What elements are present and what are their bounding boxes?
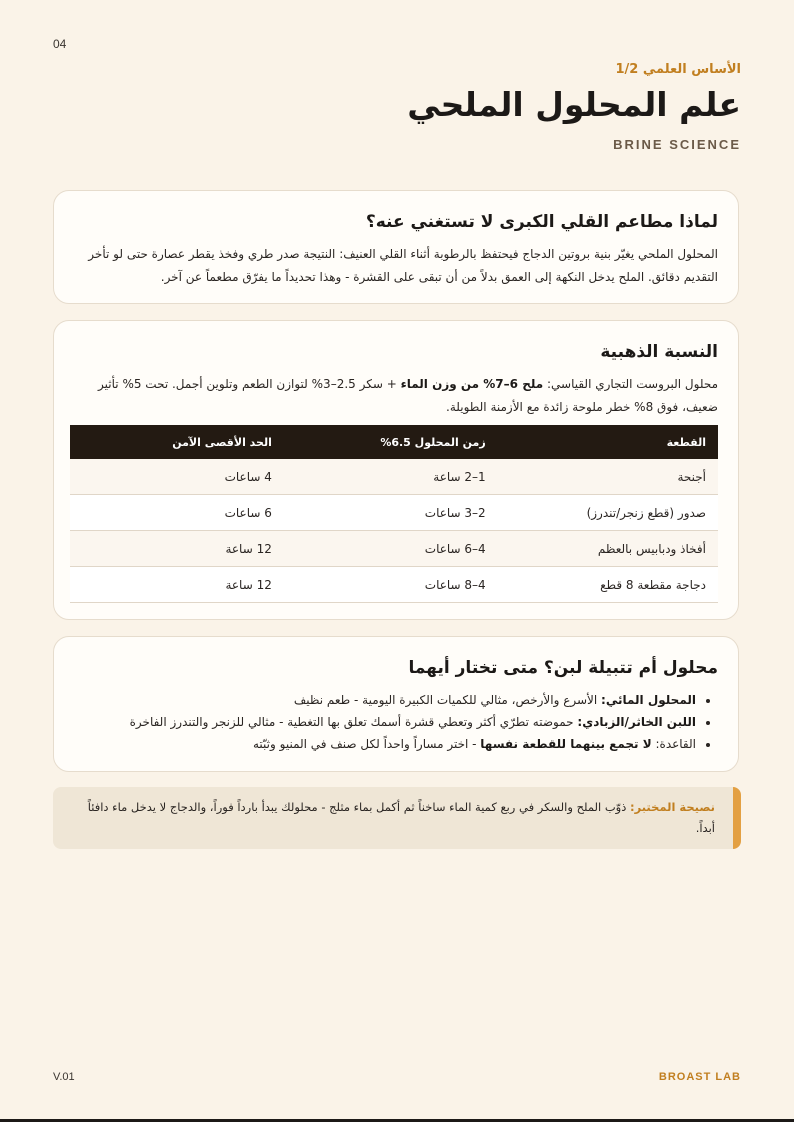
- brine-time-table: [70, 425, 718, 603]
- cell-time: 1–2 ساعة: [284, 459, 498, 495]
- why-card: [53, 190, 739, 304]
- table-row: [70, 567, 718, 603]
- cell-time: 2–3 ساعات: [284, 495, 498, 531]
- cell-time: 4–8 ساعات: [284, 567, 498, 603]
- item-prefix: القاعدة:: [651, 737, 696, 751]
- cell-max: 6 ساعات: [70, 495, 284, 531]
- cell-max: 12 ساعة: [70, 531, 284, 567]
- lab-tip-callout: [53, 787, 741, 849]
- cell-time: 4–6 ساعات: [284, 531, 498, 567]
- cell-cut: أفخاذ ودبابيس بالعظم: [498, 531, 718, 567]
- cell-cut: صدور (قطع زنجر/تندرز): [498, 495, 718, 531]
- why-body: المحلول الملحي يغيّر بنية بروتين الدجاج فيحتفظ بالرطوبة أثناء القلي العنيف: النتيجة صدر طري وفخذ يقطر عصارة حتى لو تأخر التقديم دقائق. الملح يدخل النكهة إلى العمق بدلاً من أن تبقى على القشرة - وهذا تحديداً ما يفرّق مطعماً عن آخر.: [88, 247, 718, 284]
- ratio-intro-start: محلول البروست التجاري القياسي:: [543, 377, 718, 391]
- cell-max: 12 ساعة: [70, 567, 284, 603]
- section-kicker: الأساس العلمي 1/2: [615, 62, 741, 77]
- ratio-card: [53, 320, 739, 620]
- page-header: [407, 62, 741, 152]
- page-subtitle: BRINE SCIENCE: [613, 137, 741, 152]
- column-header-max: الحد الأقصى الآمن: [70, 425, 284, 459]
- footer-brand: BROAST LAB: [658, 1071, 741, 1083]
- why-title: لماذا مطاعم القلي الكبرى لا تستغني عنه؟: [365, 212, 718, 232]
- cell-cut: دجاجة مقطعة 8 قطع: [498, 567, 718, 603]
- cell-cut: أجنحة: [498, 459, 718, 495]
- tip-text: ذوّب الملح والسكر في ربع كمية الماء ساخناً ثم أكمل بماء مثلج - محلولك يبدأ بارداً فوراً، والدجاج لا يدخل ماء دافئاً أبداً.: [87, 800, 715, 835]
- list-item: [74, 711, 696, 733]
- page-title: علم المحلول الملحي: [407, 85, 741, 124]
- list-item: [74, 733, 696, 755]
- choice-title: محلول أم تتبيلة لبن؟ متى تختار أيهما: [408, 658, 718, 678]
- table-header-row: [70, 425, 718, 459]
- ratio-title: النسبة الذهبية: [600, 342, 718, 362]
- column-header-time: زمن المحلول 6.5%: [284, 425, 498, 459]
- page-number: 04: [53, 37, 67, 51]
- item-text: - اختر مساراً واحداً لكل صنف في المنيو وثبّته: [253, 737, 481, 751]
- cell-max: 4 ساعات: [70, 459, 284, 495]
- column-header-cut: القطعة: [498, 425, 718, 459]
- choice-card: [53, 636, 739, 772]
- ratio-intro-bold: ملح 6–7% من وزن الماء: [400, 377, 544, 391]
- item-text: الأسرع والأرخص، مثالي للكميات الكبيرة اليومية - طعم نظيف: [293, 693, 602, 707]
- table-row: [70, 495, 718, 531]
- table-row: [70, 531, 718, 567]
- ratio-intro: [74, 373, 718, 419]
- ratio-intro-end: + سكر 2.5–3% لتوازن الطعم وتلوين أجمل. تحت 5% تأثير ضعيف، فوق 8% خطر ملوحة زائدة مع الأزمنة الطويلة.: [98, 377, 718, 414]
- choice-list: [74, 689, 718, 755]
- table-row: [70, 459, 718, 495]
- item-bold: لا تجمع بينهما للقطعة نفسها: [480, 737, 652, 751]
- item-bold: المحلول المائي:: [601, 693, 696, 707]
- item-text: حموضته تطرّي أكثر وتعطي قشرة أسمك تعلق بها التغطية - مثالي للزنجر والتندرز الفاخرة: [129, 715, 578, 729]
- footer-version: V.01: [53, 1071, 75, 1083]
- list-item: [74, 689, 696, 711]
- item-bold: اللبن الخاثر/الزبادي:: [577, 715, 696, 729]
- tip-label: نصيحة المختبر:: [629, 800, 715, 814]
